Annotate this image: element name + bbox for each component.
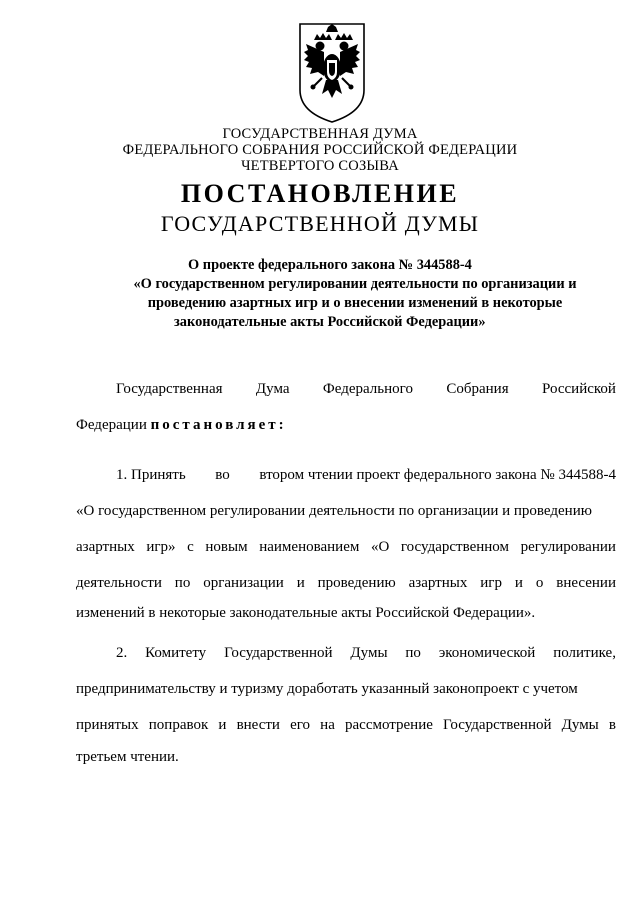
point2-word: Думы — [350, 645, 388, 661]
document-title: ПОСТАНОВЛЕНИЕ — [180, 179, 460, 208]
point1-word: азартных — [408, 575, 468, 591]
point1-word: и — [296, 575, 305, 591]
point1-word: организации — [203, 575, 284, 591]
preamble-line-2 — [76, 416, 616, 434]
point1-word: внесении — [556, 575, 616, 591]
point1-word: втором чтении проект федерального закона № 344588-4 — [259, 467, 616, 483]
bill-subject — [100, 256, 610, 332]
point1-line-1 — [116, 466, 616, 484]
document-subtitle: ГОСУДАРСТВЕННОЙ ДУМЫ — [160, 211, 480, 236]
point2-word: и — [218, 717, 227, 733]
bill-subject-line-4: законодательные акты Российской Федерации» — [174, 314, 486, 330]
state-emblem-icon — [296, 20, 368, 124]
point1-word: деятельности — [76, 575, 162, 591]
point1-word: игр» — [146, 539, 176, 555]
point2-line-4: третьем чтении. — [76, 749, 179, 765]
point2-word: на — [320, 717, 335, 733]
point2-word: по — [405, 645, 421, 661]
point2-word: политике, — [553, 645, 616, 661]
preamble-line-1 — [116, 380, 616, 398]
preamble-federation: Федерации — [76, 417, 147, 433]
point2-word: 2. — [116, 645, 128, 661]
decree-word: постановляет: — [150, 417, 287, 433]
point1-word: 1. Принять — [116, 467, 186, 483]
point2-word: принятых — [76, 717, 139, 733]
point1-word: по — [174, 575, 191, 591]
point2-line-2: предпринимательству и туризму доработать указанный законопроект с учетом — [76, 681, 578, 697]
point1-line-3 — [76, 538, 616, 556]
bill-subject-line-2: «О государственном регулировании деятельности по организации и — [133, 276, 577, 292]
point2-word: поправок — [148, 717, 209, 733]
point1-word: наименованием — [259, 539, 360, 555]
point2-word: внести — [236, 717, 280, 733]
point2-word: рассмотрение — [345, 717, 433, 733]
point2-word: Комитету — [145, 645, 207, 661]
point2-line-3 — [76, 716, 616, 734]
point1-word: «О — [370, 539, 390, 555]
header-line-federal-assembly: ФЕДЕРАЛЬНОГО СОБРАНИЯ РОССИЙСКОЙ ФЕДЕРАЦИИ — [122, 142, 518, 158]
point1-line-5: изменений в некоторые законодательные акты Российской Федерации». — [76, 605, 536, 621]
point1-word: и — [514, 575, 523, 591]
point1-word: о — [535, 575, 544, 591]
point1-word: новым — [205, 539, 248, 555]
point2-word: Думы — [561, 717, 599, 733]
header-line-duma: ГОСУДАРСТВЕННАЯ ДУМА — [222, 126, 418, 142]
point1-word: с — [187, 539, 194, 555]
point2-word: его — [290, 717, 311, 733]
point2-word: Государственной — [443, 717, 552, 733]
point2-word: Государственной — [224, 645, 333, 661]
bill-subject-line-3: проведению азартных игр и о внесении изменений в некоторые — [147, 295, 563, 311]
preamble-word: Собрания — [446, 381, 509, 397]
point2-word: экономической — [438, 645, 536, 661]
point1-word: игр — [480, 575, 502, 591]
point2-line-1 — [116, 644, 616, 662]
point1-word: проведению — [317, 575, 396, 591]
point1-word: азартных — [76, 539, 135, 555]
preamble-word: Федерального — [322, 381, 413, 397]
bill-subject-line-1: О проекте федерального закона № 344588-4 — [188, 257, 472, 273]
header-line-convocation: ЧЕТВЕРТОГО СОЗЫВА — [241, 158, 399, 174]
preamble-word: Российской — [542, 381, 616, 397]
preamble-word: Государственная — [116, 381, 223, 397]
point1-line-4 — [76, 574, 616, 592]
point1-word: государственном — [400, 539, 509, 555]
point1-line-2: «О государственном регулировании деятельности по организации и проведению — [76, 503, 592, 519]
preamble-word: Дума — [255, 381, 290, 397]
point1-word: во — [215, 467, 230, 483]
point2-word: в — [608, 717, 616, 733]
point1-word: регулировании — [520, 539, 616, 555]
